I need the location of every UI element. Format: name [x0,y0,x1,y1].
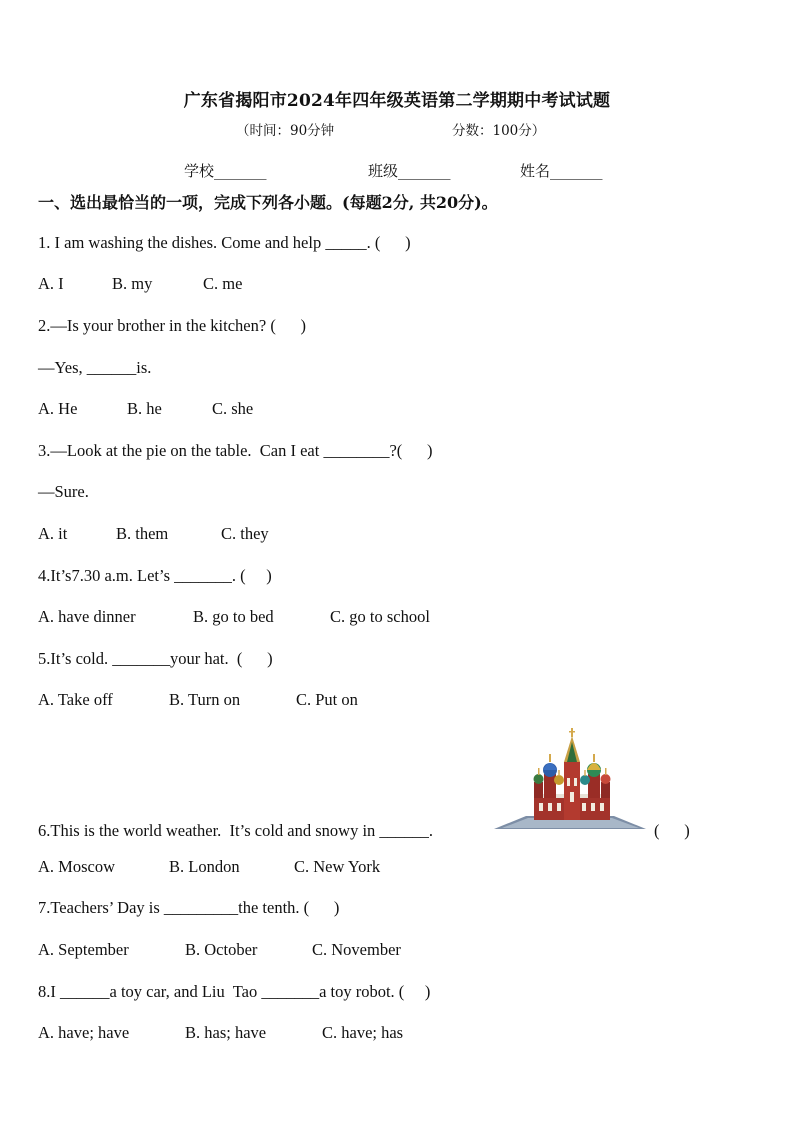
q8-option-b: B. has; have [185,1023,267,1042]
q4-option-b: B. go to bed [193,607,274,626]
school-field: 学校_______ [184,162,267,180]
q8-option-c: C. have; has [322,1023,404,1042]
question-8: 8.I ______a toy car, and Liu Tao _______a toy robot. ( ) [38,982,431,1001]
question-2: 2.—Is your brother in the kitchen? ( ) [38,316,307,335]
q7-option-c: C. November [312,940,401,959]
question-4: 4.It’s7.30 a.m. Let’s _______. ( ) [38,566,272,585]
name-field: 姓名_______ [520,162,603,180]
question-6: 6.This is the world weather. It’s cold and snowy in ______. [38,821,434,840]
question-1: 1. I am washing the dishes. Come and help _____. ( ) [38,233,411,252]
q3-option-c: C. they [221,524,269,543]
q6-option-b: B. London [169,857,240,876]
q1-option-b: B. my [112,274,153,293]
q6-option-a: A. Moscow [38,857,115,876]
question-7: 7.Teachers’ Day is _________the tenth. ( ) [38,898,340,917]
q4-option-a: A. have dinner [38,607,136,626]
section-heading: 一、选出最恰当的一项，完成下列各小题。(每题2分, 共20分)。 [38,193,498,212]
moscow-cathedral-image [494,728,646,830]
q8-option-a: A. have; have [38,1023,130,1042]
question-2-reply: —Yes, ______is. [38,358,152,377]
q4-option-c: C. go to school [330,607,430,626]
question-3: 3.—Look at the pie on the table. Can I eat ________?( ) [38,441,433,460]
q2-option-b: B. he [127,399,162,418]
question-3-reply: —Sure. [38,482,89,501]
q6-option-c: C. New York [294,857,381,876]
question-5: 5.It’s cold. _______your hat. ( ) [38,649,273,668]
q5-option-b: B. Turn on [169,690,241,709]
time-label: （时间：90分钟 [236,123,335,139]
exam-title: 广东省揭阳市2024年四年级英语第二学期期中考试试题 [183,91,611,111]
score-label: 分数：100分） [452,123,546,139]
class-field: 班级_______ [368,162,451,180]
q3-option-a: A. it [38,524,68,543]
q5-option-c: C. Put on [296,690,358,709]
q2-option-a: A. He [38,399,78,418]
q6-answer-paren: ( ) [654,821,690,840]
q2-option-c: C. she [212,399,254,418]
q5-option-a: A. Take off [38,690,113,709]
q7-option-a: A. September [38,940,129,959]
q1-option-a: A. I [38,274,64,293]
q3-option-b: B. them [116,524,169,543]
q7-option-b: B. October [185,940,258,959]
q1-option-c: C. me [203,274,243,293]
